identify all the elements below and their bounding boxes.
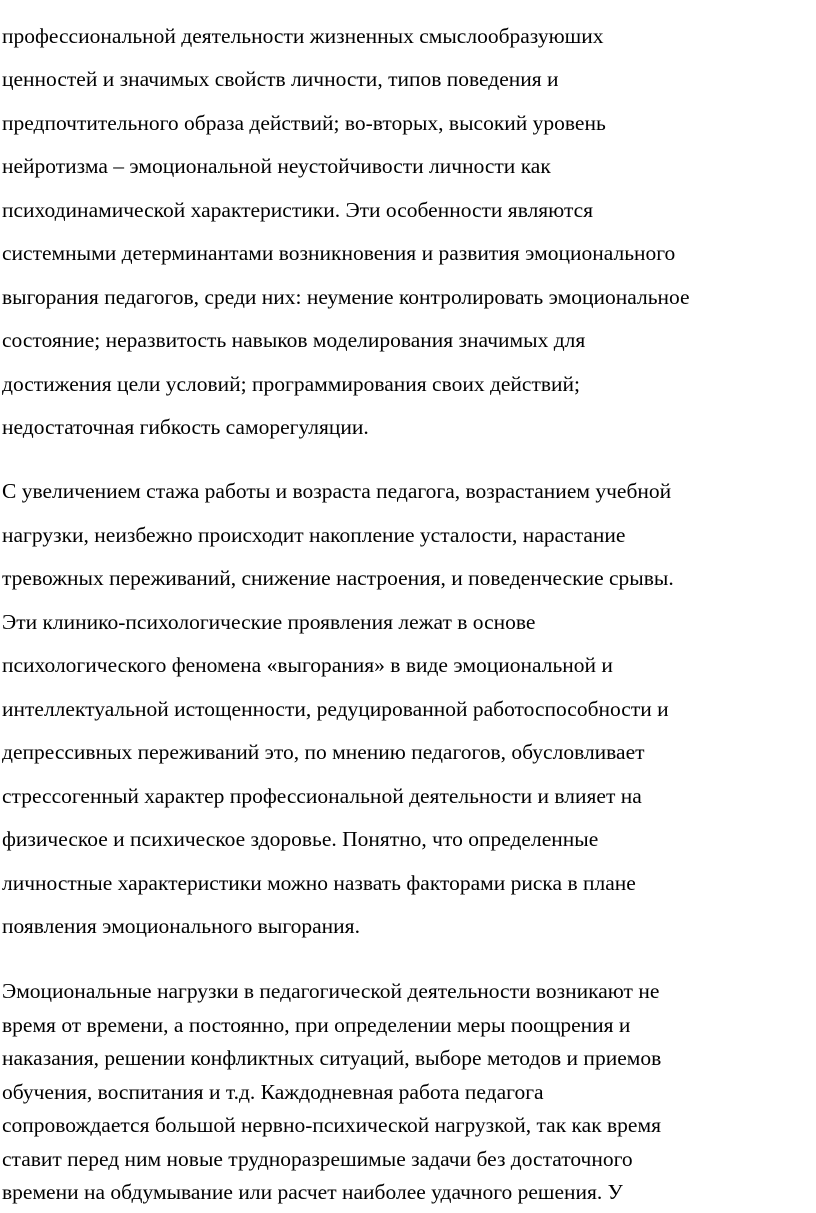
text-line: Эти клинико-психологические проявления лежат в основе bbox=[2, 610, 536, 634]
text-line: депрессивных переживаний это, по мнению педагогов, обусловливает bbox=[2, 740, 645, 764]
text-line: выгорания педагогов, среди них: неумение контролировать эмоциональное bbox=[2, 285, 690, 309]
text-line: нагрузки, неизбежно происходит накопление усталости, нарастание bbox=[2, 523, 626, 547]
text-line: сопровождается большой нервно-психической нагрузкой, так как время bbox=[2, 1113, 661, 1137]
text-line: интеллектуальной истощенности, редуцированной работоспособности и bbox=[2, 697, 669, 721]
text-line: состояние; неразвитость навыков моделирования значимых для bbox=[2, 328, 586, 352]
text-line: системными детерминантами возникновения и развития эмоционального bbox=[2, 241, 676, 265]
text-line: обучения, воспитания и т.д. Каждодневная работа педагога bbox=[2, 1080, 544, 1104]
text-line: психодинамической характеристики. Эти особенности являются bbox=[2, 198, 594, 222]
text-line: С увеличением стажа работы и возраста педагога, возрастанием учебной bbox=[2, 479, 672, 503]
text-line: Эмоциональные нагрузки в педагогической деятельности возникают не bbox=[2, 979, 660, 1003]
text-line: появления эмоционального выгорания. bbox=[2, 914, 360, 938]
text-line: времени на обдумывание или расчет наиболее удачного решения. У bbox=[2, 1180, 623, 1204]
text-line: ценностей и значимых свойств личности, типов поведения и bbox=[2, 67, 559, 91]
text-line: время от времени, а постоянно, при определении меры поощрения и bbox=[2, 1013, 631, 1037]
text-line: физическое и психическое здоровье. Понятно, что определенные bbox=[2, 827, 599, 851]
text-line: ставит перед ним новые трудноразрешимые задачи без достаточного bbox=[2, 1147, 633, 1171]
text-line: нейротизма – эмоциональной неустойчивости личности как bbox=[2, 154, 551, 178]
text-line: предпочтительного образа действий; во-вторых, высокий уровень bbox=[2, 111, 606, 135]
text-line: достижения цели условий; программирования своих действий; bbox=[2, 372, 581, 396]
text-line: психологического феномена «выгорания» в виде эмоциональной и bbox=[2, 653, 613, 677]
text-line: стрессогенный характер профессиональной деятельности и влияет на bbox=[2, 784, 642, 808]
text-line: тревожных переживаний, снижение настроения, и поведенческие срывы. bbox=[2, 566, 674, 590]
text-line: наказания, решении конфликтных ситуаций, выборе методов и приемов bbox=[2, 1046, 662, 1070]
text-line: недостаточная гибкость саморегуляции. bbox=[2, 415, 369, 439]
text-line: личностные характеристики можно назвать факторами риска в плане bbox=[2, 871, 636, 895]
text-line: профессиональной деятельности жизненных смыслообразуюших bbox=[2, 24, 604, 48]
